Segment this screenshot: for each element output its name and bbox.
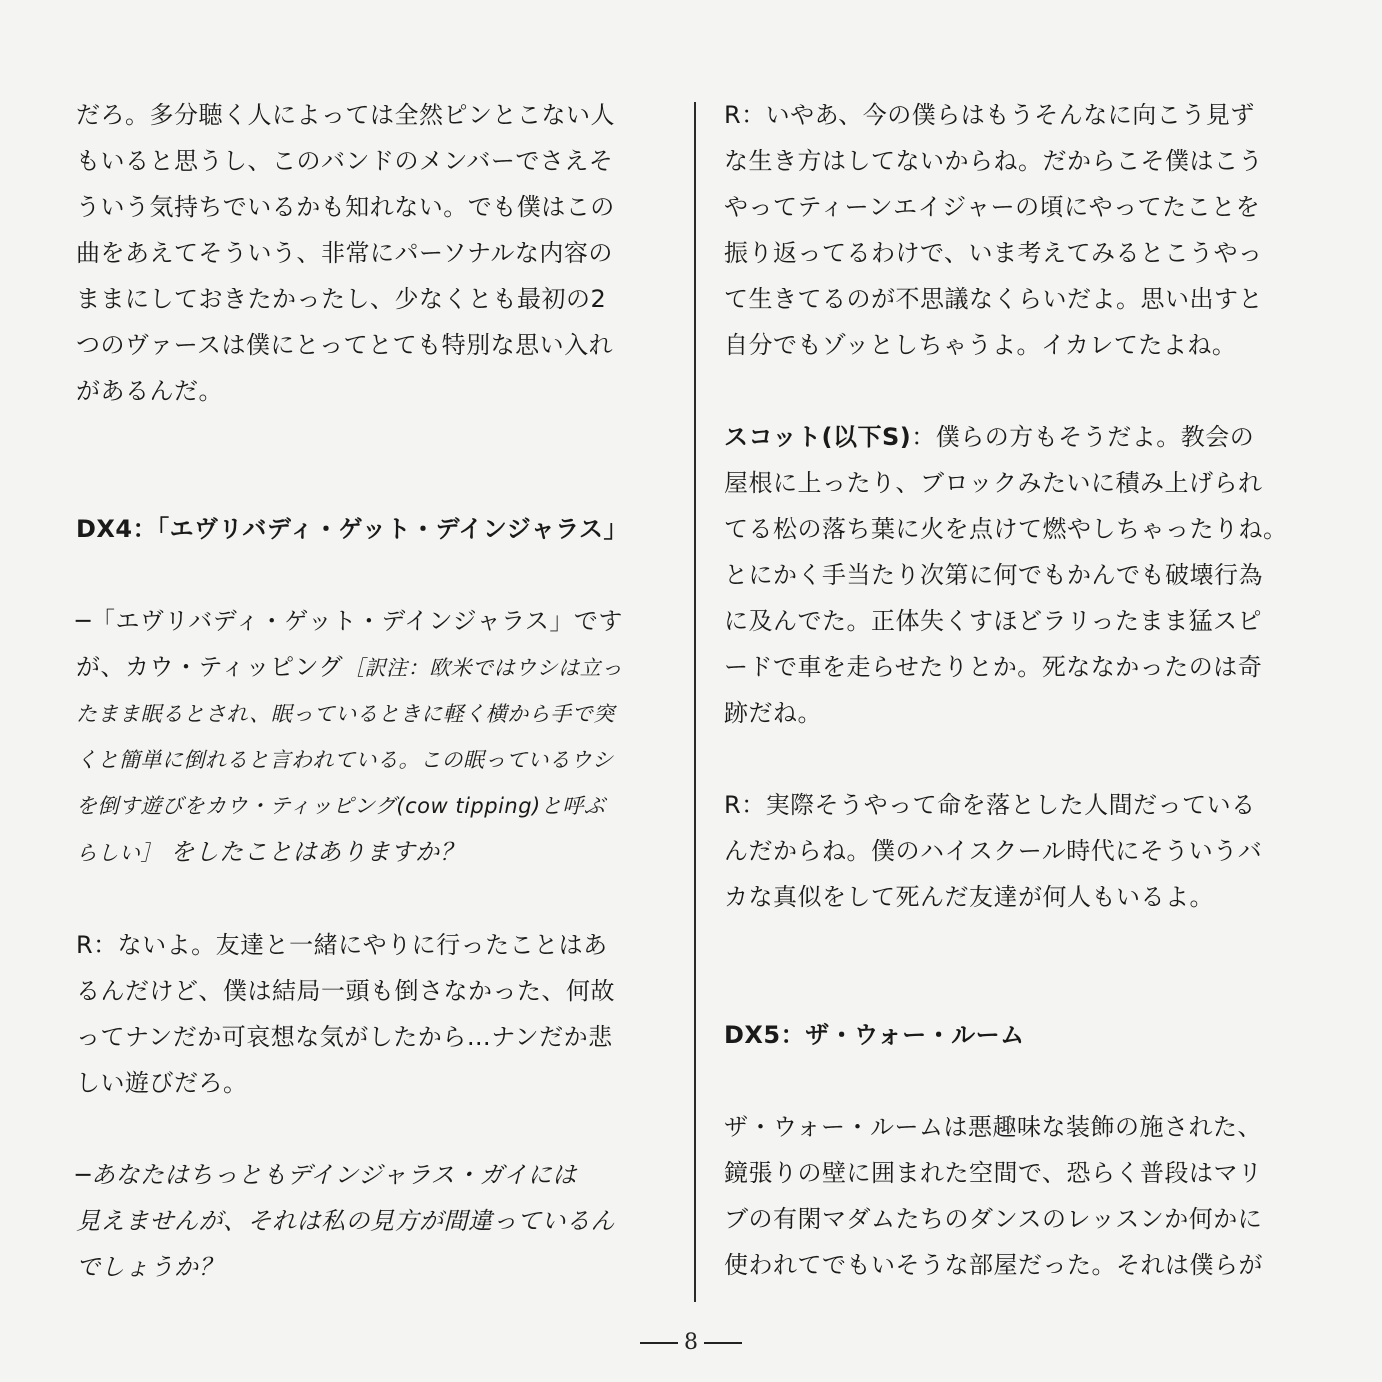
- translator-note: ［訳注：欧米ではウシは立っ: [343, 656, 623, 680]
- paragraph-line: 鏡張りの壁に囲まれた空間で、恐らく普段はマリ: [724, 1159, 1263, 1187]
- answer-line: んだからね。僕のハイスクール時代にそういうバ: [724, 837, 1263, 865]
- paragraph-line: 使われてでもいそうな部屋だった。それは僕らが: [724, 1251, 1263, 1279]
- answer-line: やってティーンエイジャーの頃にやってたことを: [724, 193, 1261, 221]
- answer-line: 振り返ってるわけで、いま考えてみるとこうやっ: [724, 239, 1263, 267]
- page-dash-right: [704, 1342, 742, 1344]
- paragraph-line: もいると思うし、このバンドのメンバーでさえそ: [76, 147, 614, 175]
- speaker-label: スコット(以下S): [724, 423, 912, 451]
- answer-line: な生き方はしてないからね。だからこそ僕はこう: [724, 147, 1263, 175]
- paragraph-line: だろ。多分聴く人によっては全然ピンとこない人: [76, 101, 615, 129]
- translator-note-line: たまま眠るとされ、眠っているときに軽く横から手で突: [76, 702, 615, 726]
- answer-line: て生きてるのが不思議なくらいだよ。思い出すと: [724, 285, 1263, 313]
- answer-line: 跡だね。: [724, 699, 822, 727]
- right-column: [724, 92, 1319, 1288]
- paragraph-line: ザ・ウォー・ルームは悪趣味な装飾の施された、: [724, 1113, 1263, 1141]
- answer-line: [724, 414, 1319, 460]
- answer-line: ードで車を走らせたりとか。死ななかったのは奇: [724, 653, 1263, 681]
- paragraph-line: 曲をあえてそういう、非常にパーソナルな内容の: [76, 239, 613, 267]
- page-number: [0, 1330, 1382, 1355]
- page-number-value: 8: [684, 1330, 698, 1355]
- question-text: をしたことはありますか？: [170, 838, 465, 866]
- paragraph-line: ブの有閑マダムたちのダンスのレッスンか何かに: [724, 1205, 1263, 1233]
- question-text: が、カウ・ティッピング: [76, 653, 344, 681]
- page-dash-left: [640, 1342, 678, 1344]
- question-line: ─あなたはちっともデインジャラス・ガイには: [76, 1161, 577, 1189]
- answer-line: 屋根に上ったり、ブロックみたいに積み上げられ: [724, 469, 1263, 497]
- question-line: [76, 829, 671, 876]
- section-heading-dx4: DX4：「エヴリバディ・ゲット・デインジャラス」: [76, 515, 629, 543]
- paragraph-line: ういう気持ちでいるかも知れない。でも僕はこの: [76, 193, 615, 221]
- answer-line: てる松の落ち葉に火を点けて燃やしちゃったりね。: [724, 515, 1288, 543]
- paragraph-line: があるんだ。: [76, 377, 223, 405]
- column-divider: [694, 102, 696, 1302]
- answer-line: カな真似をして死んだ友達が何人もいるよ。: [724, 883, 1214, 911]
- question-line: ─「エヴリバディ・ゲット・デインジャラス」です: [76, 607, 623, 635]
- answer-line: しい遊びだろ。: [76, 1069, 248, 1097]
- answer-text: ：僕らの方もそうだよ。教会の: [911, 423, 1255, 451]
- answer-line: R：いやあ、今の僕らはもうそんなに向こう見ず: [724, 101, 1255, 129]
- answer-line: ってナンだか可哀想な気がしたから…ナンだか悲: [76, 1023, 613, 1051]
- answer-line: に及んでた。正体失くすほどラリったまま猛スピ: [724, 607, 1263, 635]
- translator-note-line: を倒す遊びをカウ・ティッピング(cow tipping)と呼ぶ: [76, 794, 606, 818]
- paragraph-line: ままにしておきたかったし、少なくとも最初の2: [76, 285, 607, 313]
- section-heading-dx5: DX5：ザ・ウォー・ルーム: [724, 1021, 1025, 1049]
- translator-note-line: くと簡単に倒れると言われている。この眠っているウシ: [76, 748, 614, 772]
- question-line: [76, 644, 671, 691]
- answer-line: R：実際そうやって命を落とした人間だっている: [724, 791, 1256, 819]
- question-line: 見えませんが、それは私の見方が間違っているん: [76, 1207, 615, 1235]
- answer-line: とにかく手当たり次第に何でもかんでも破壊行為: [724, 561, 1263, 589]
- left-column: [76, 92, 671, 1290]
- question-line: でしょうか？: [76, 1253, 223, 1281]
- paragraph-line: つのヴァースは僕にとってとても特別な思い入れ: [76, 331, 614, 359]
- answer-line: るんだけど、僕は結局一頭も倒さなかった、何故: [76, 977, 615, 1005]
- answer-line: 自分でもゾッとしちゃうよ。イカレてたよね。: [724, 331, 1237, 359]
- translator-note: らしい］: [76, 841, 162, 865]
- answer-line: R：ないよ。友達と一緒にやりに行ったことはあ: [76, 931, 608, 959]
